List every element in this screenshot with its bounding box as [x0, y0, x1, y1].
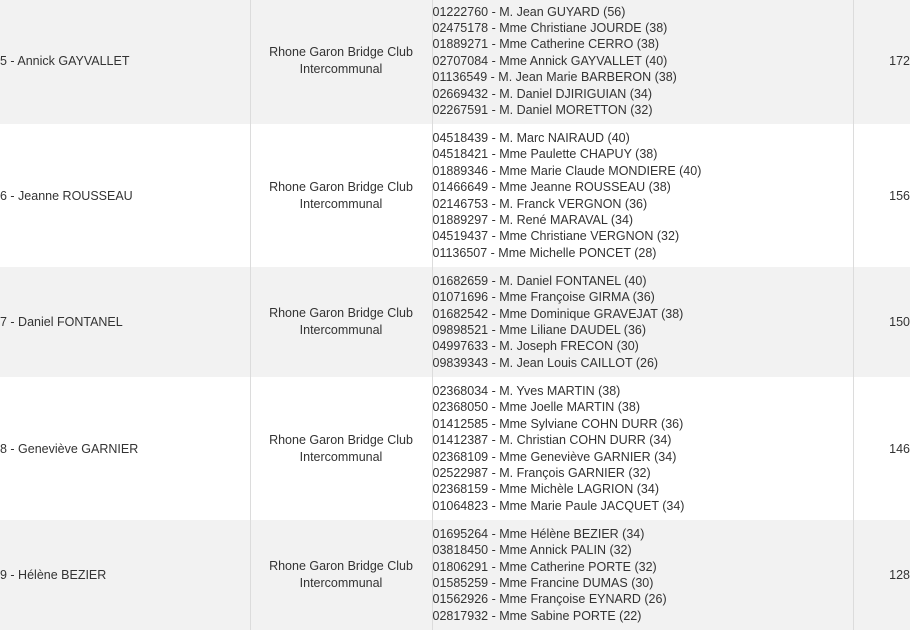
- club-name-line1: Rhone Garon Bridge Club: [269, 306, 413, 320]
- team-score: 156: [853, 124, 910, 267]
- player-entry: 01889297 - M. René MARAVAL (34): [432, 212, 634, 227]
- player-entry: 01412387 - M. Christian COHN DURR (34): [432, 433, 672, 448]
- team-name: 6 - Jeanne ROUSSEAU: [0, 124, 250, 267]
- player-entry: 02368159 - Mme Michèle LAGRION (34): [432, 482, 659, 497]
- club-name-line2: Intercommunal: [299, 196, 383, 211]
- table-row: [0, 520, 910, 630]
- player-entry: 02146753 - M. Franck VERGNON (36): [432, 196, 648, 211]
- table-row: [0, 377, 910, 520]
- player-entry: 02267591 - M. Daniel MORETTON (32): [432, 102, 653, 117]
- club-name-line2: Intercommunal: [299, 576, 383, 590]
- player-entry: 02475178 - Mme Christiane JOURDE (38): [432, 21, 668, 36]
- club-name-line1: Rhone Garon Bridge Club: [269, 559, 413, 573]
- player-entry: 09839343 - M. Jean Louis CAILLOT (26): [432, 355, 659, 370]
- player-entry: 01222760 - M. Jean GUYARD (56): [432, 4, 626, 19]
- club-name-line2: Intercommunal: [299, 62, 383, 76]
- club-name-line2: Intercommunal: [299, 449, 383, 464]
- team-score: 172: [853, 0, 910, 124]
- table-row: [0, 0, 910, 124]
- club-name-line1: Rhone Garon Bridge Club: [269, 45, 413, 59]
- team-name: 9 - Hélène BEZIER: [0, 520, 250, 630]
- player-entry: 02368050 - Mme Joelle MARTIN (38): [432, 400, 640, 415]
- player-entry: 02368034 - M. Yves MARTIN (38): [432, 383, 621, 398]
- player-entry: 04518421 - Mme Paulette CHAPUY (38): [432, 147, 658, 162]
- club-name: [250, 267, 432, 377]
- table-row: [0, 267, 910, 377]
- player-entry: 01585259 - Mme Francine DUMAS (30): [432, 576, 654, 590]
- team-name: 7 - Daniel FONTANEL: [0, 267, 250, 377]
- club-name-line2: Intercommunal: [299, 323, 383, 337]
- player-list: [432, 377, 853, 520]
- player-entry: 01136549 - M. Jean Marie BARBERON (38): [432, 70, 677, 85]
- player-entry: 04518439 - M. Marc NAIRAUD (40): [432, 130, 630, 145]
- player-entry: 01695264 - Mme Hélène BEZIER (34): [432, 526, 645, 541]
- player-entry: 01412585 - Mme Sylviane COHN DURR (36): [432, 416, 684, 431]
- player-entry: 01064823 - Mme Marie Paule JACQUET (34): [432, 498, 685, 513]
- player-list: [432, 520, 853, 630]
- player-entry: 01806291 - Mme Catherine PORTE (32): [432, 559, 657, 574]
- team-score: 146: [853, 377, 910, 520]
- player-entry: 04997633 - M. Joseph FRECON (30): [432, 339, 639, 354]
- team-name: 8 - Geneviève GARNIER: [0, 377, 250, 520]
- club-name: [250, 124, 432, 267]
- team-name: 5 - Annick GAYVALLET: [0, 0, 250, 124]
- club-name: [250, 520, 432, 630]
- player-entry: 01682659 - M. Daniel FONTANEL (40): [432, 273, 647, 288]
- club-name-line1: Rhone Garon Bridge Club: [269, 432, 413, 447]
- club-name-line1: Rhone Garon Bridge Club: [269, 179, 413, 194]
- player-list: [432, 124, 853, 267]
- player-entry: 02669432 - M. Daniel DJIRIGUIAN (34): [432, 86, 653, 101]
- team-score: 150: [853, 267, 910, 377]
- player-entry: 01466649 - Mme Jeanne ROUSSEAU (38): [432, 180, 671, 195]
- player-entry: 02368109 - Mme Geneviève GARNIER (34): [432, 449, 677, 464]
- player-entry: 04519437 - Mme Christiane VERGNON (32): [432, 229, 680, 244]
- player-entry: 02817932 - Mme Sabine PORTE (22): [432, 608, 642, 623]
- player-entry: 03818450 - Mme Annick PALIN (32): [432, 543, 632, 558]
- player-list: [432, 0, 853, 124]
- club-name: [250, 0, 432, 124]
- table-row: [0, 124, 910, 267]
- club-name: [250, 377, 432, 520]
- player-entry: 09898521 - Mme Liliane DAUDEL (36): [432, 323, 647, 337]
- player-entry: 01889271 - Mme Catherine CERRO (38): [432, 37, 659, 52]
- player-list: [432, 267, 853, 377]
- player-entry: 01889346 - Mme Marie Claude MONDIERE (40): [432, 163, 702, 178]
- player-entry: 01562926 - Mme Françoise EYNARD (26): [432, 592, 667, 607]
- player-entry: 02522987 - M. François GARNIER (32): [432, 465, 651, 480]
- player-entry: 01682542 - Mme Dominique GRAVEJAT (38): [432, 306, 684, 321]
- player-entry: 01071696 - Mme Françoise GIRMA (36): [432, 290, 655, 305]
- player-entry: 01136507 - Mme Michelle PONCET (28): [432, 245, 657, 260]
- team-score: 128: [853, 520, 910, 630]
- player-entry: 02707084 - Mme Annick GAYVALLET (40): [432, 53, 668, 68]
